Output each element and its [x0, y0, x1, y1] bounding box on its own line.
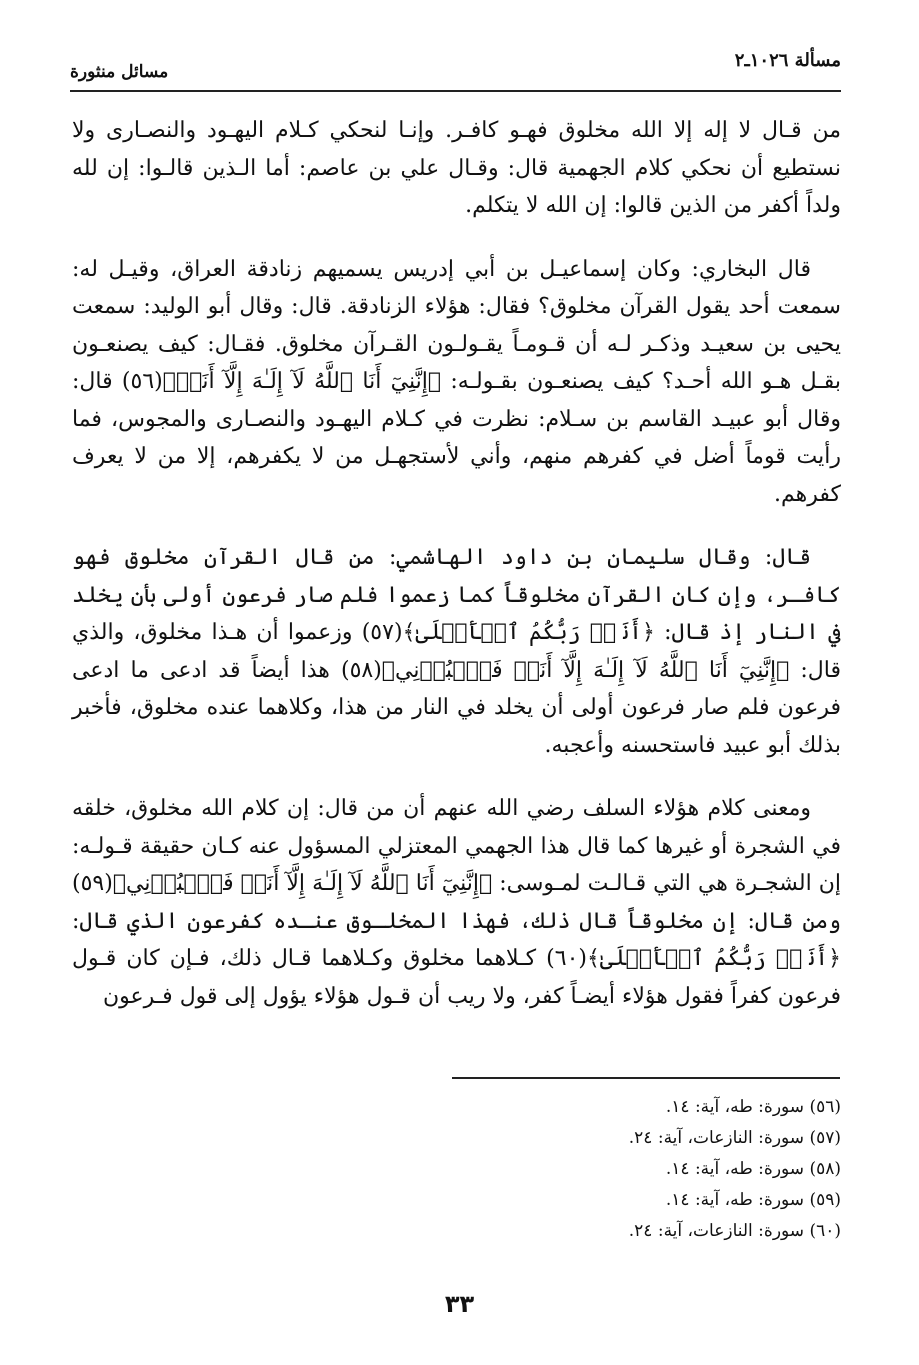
footnote-60: (٦٠) سورة: النازعات، آية: ٢٤.: [628, 1221, 841, 1241]
paragraph-2: قال البخاري: وكان إسماعيـل بن أبي إدريس يسميهم زنادقة العراق، وقيـل له: سمعت أحد يقول القرآن مخلوق؟ فقال: هؤلاء الزنادقة. قال: وقال أبو الوليد: سمعت يحيى بن سعيـد وذكـر لـه أن قـومـاً يقـولـون القـرآن مخلوق. فقـال: كيف يصنعـون بقـل هـو الله أحـد؟ كيف يصنعـون بقـولـه: ﴿إِنَّنِيٓ أَنَا ٱللَّهُ لَآ إِلَـٰهَ إِلَّآ أَنَا۠﴾(٥٦) قال: وقال أبو عبيـد القاسم بن سـلام: نظرت في كـلام اليهـود والنصـارى والمجوس، فما رأيت قوماً أضل في كفرهم منهم، وأني لأستجهـل من لا يكفرهم، إلا من لا يعرف كفرهم.: [72, 256, 841, 507]
footnote-58: (٥٨) سورة: طه، آية: ١٤.: [665, 1159, 841, 1179]
page-number: ٣٣: [444, 1290, 475, 1318]
header-rule: [70, 90, 841, 92]
footnote-59: (٥٩) سورة: طه، آية: ١٤.: [665, 1190, 841, 1210]
running-header: [70, 42, 841, 92]
footnote-56: (٥٦) سورة: طه، آية: ١٤.: [665, 1097, 841, 1117]
main-text: [72, 112, 841, 1041]
paragraph-4: ومعنى كلام هؤلاء السلف رضي الله عنهم أن من قال: إن كلام الله مخلوق، خلقه في الشجرة أو غيرها كما قال هذا الجهمي المعتزلي المسؤول عنه كـان حقيقة قـولـه: إن الشجـرة هي التي قـالـت لمـوسى: ﴿إِنَّنِيٓ أَنَا ٱللَّهُ لَآ إِلَـٰهَ إِلَّآ أَنَا۠ فَٱعۡبُدۡنِي﴾(٥٩) ومن قال: إن مخلوقاً قال ذلك، فهذا المخلـوق عنـده كفرعون الذي قال: ﴿أَنَا۠ رَبُّكُمُ ٱلۡأَعۡلَىٰ﴾(٦٠) كـلاهما مخلوق وكـلاهما قـال ذلك، فـإن كان قـول فرعون كفراً فقول هؤلاء أيضـاً كفر، ولا ريب أن قـول هؤلاء يؤول إلى قول فـرعون: [72, 796, 842, 1009]
footnote-divider: [452, 1077, 840, 1079]
header-section-title: مسائل منثورة: [70, 62, 169, 82]
paragraph-1: من قـال لا إله إلا الله مخلوق فهـو كافـر. وإنـا لنحكي كـلام اليهـود والنصـارى ولا نستطيع أن نحكي كلام الجهمية قال: وقـال علي بن عاصم: أما الـذين قالـوا: إن لله ولداً أكفر من الذين قالوا: إن الله لا يتكلم.: [72, 118, 841, 218]
paragraph-3: قال: وقال سليمان بن داود الهاشمي: من قال القرآن مخلوق فهو كافـر، وإن كان القرآن مخلوقاً كما زعموا فلم صار فرعون أولى بأن يخلد في النار إذ قال: ﴿أَنَا۠ رَبُّكُمُ ٱلۡأَعۡلَىٰ﴾(٥٧) وزعموا أن هـذا مخلوق، والذي قال: ﴿إِنَّنِيٓ أَنَا ٱللَّهُ لَآ إِلَـٰهَ إِلَّآ أَنَا۠ فَٱعۡبُدۡنِي﴾(٥٨) هذا أيضاً قد ادعى ما ادعى فرعون فلم صار فرعون أولى أن يخلد في النار من هذا، وكلاهما عنده مخلوق، فأخبر بذلك أبو عبيد فاستحسنه وأعجبه.: [72, 545, 842, 758]
footnotes: [300, 1092, 841, 1247]
header-issue-number: مسألة ١٠٢٦ـ٢: [734, 50, 841, 71]
footnote-57: (٥٧) سورة: النازعات، آية: ٢٤.: [628, 1128, 841, 1148]
